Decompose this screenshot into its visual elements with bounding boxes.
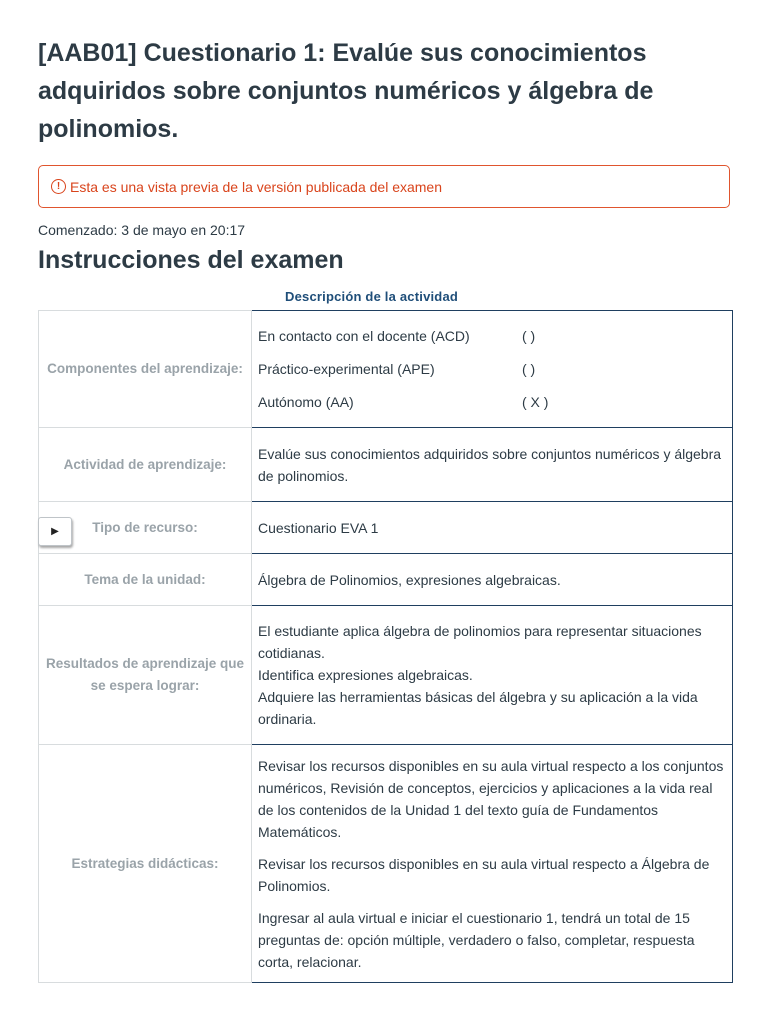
row-label-resource: Tipo de recurso: <box>39 502 252 554</box>
table-row <box>39 554 733 606</box>
component-name: Práctico-experimental (APE) <box>258 361 435 377</box>
component-item <box>258 353 726 386</box>
component-name: Autónomo (AA) <box>258 394 354 410</box>
row-label-activity: Actividad de aprendizaje: <box>39 428 252 502</box>
component-mark: ( ) <box>522 328 536 344</box>
outcome-line: El estudiante aplica álgebra de polinomios para representar situaciones cotidianas. <box>258 623 702 661</box>
strategy-paragraph: Revisar los recursos disponibles en su aula virtual respecto a Álgebra de Polinomios. <box>258 855 710 894</box>
topic-value: Álgebra de Polinomios, expresiones algebraicas. <box>252 554 733 606</box>
alert-text: Esta es una vista previa de la versión publicada del examen <box>70 178 442 195</box>
table-row <box>39 502 733 554</box>
activity-table <box>38 310 733 983</box>
components-cell <box>252 311 733 428</box>
preview-alert <box>38 165 730 208</box>
table-row <box>39 745 733 983</box>
component-item <box>258 320 726 353</box>
table-row <box>39 428 733 502</box>
row-label-outcomes: Resultados de aprendizaje que se espera lograr: <box>39 606 252 745</box>
row-label-components: Componentes del aprendizaje: <box>39 311 252 428</box>
instructions-heading: Instrucciones del examen <box>38 246 344 274</box>
row-label-strategies: Estrategias didácticas: <box>39 745 252 983</box>
component-mark: ( ) <box>522 361 536 377</box>
page-title: [AAB01] Cuestionario 1: Evalúe sus conocimientos adquiridos sobre conjuntos numéricos y álgebra de polinomios. <box>38 39 654 143</box>
table-row <box>39 311 733 428</box>
component-mark: ( X ) <box>522 394 549 410</box>
component-name: En contacto con el docente (ACD) <box>258 328 470 344</box>
strategies-cell <box>252 745 733 983</box>
outcome-line: Adquiere las herramientas básicas del álgebra y su aplicación a la vida ordinaria. <box>258 689 698 727</box>
outcome-line: Identifica expresiones algebraicas. <box>258 667 473 683</box>
outcomes-cell <box>252 606 733 745</box>
play-button[interactable] <box>38 517 72 546</box>
resource-value: Cuestionario EVA 1 <box>252 502 733 554</box>
started-timestamp: Comenzado: 3 de mayo en 20:17 <box>38 222 246 238</box>
row-label-topic: Tema de la unidad: <box>39 554 252 606</box>
table-row <box>39 606 733 745</box>
activity-value: Evalúe sus conocimientos adquiridos sobre conjuntos numéricos y álgebra de polinomios. <box>252 428 733 502</box>
play-icon: ▶ <box>51 526 59 537</box>
warning-circle-icon: ! <box>51 179 66 194</box>
table-header: Descripción de la actividad <box>285 289 459 304</box>
component-item <box>258 386 726 419</box>
strategy-paragraph: Ingresar al aula virtual e iniciar el cuestionario 1, tendrá un total de 15 preguntas de: opción múltiple, verdadero o falso, completar, respuesta corta, relacionar. <box>258 909 695 970</box>
strategy-paragraph: Revisar los recursos disponibles en su aula virtual respecto a los conjuntos numéricos, Revisión de conceptos, ejercicios y aplicaciones a la vida real de los contenidos de la Unidad 1 del texto guía de Fundamentos Matemáticos. <box>258 757 724 840</box>
